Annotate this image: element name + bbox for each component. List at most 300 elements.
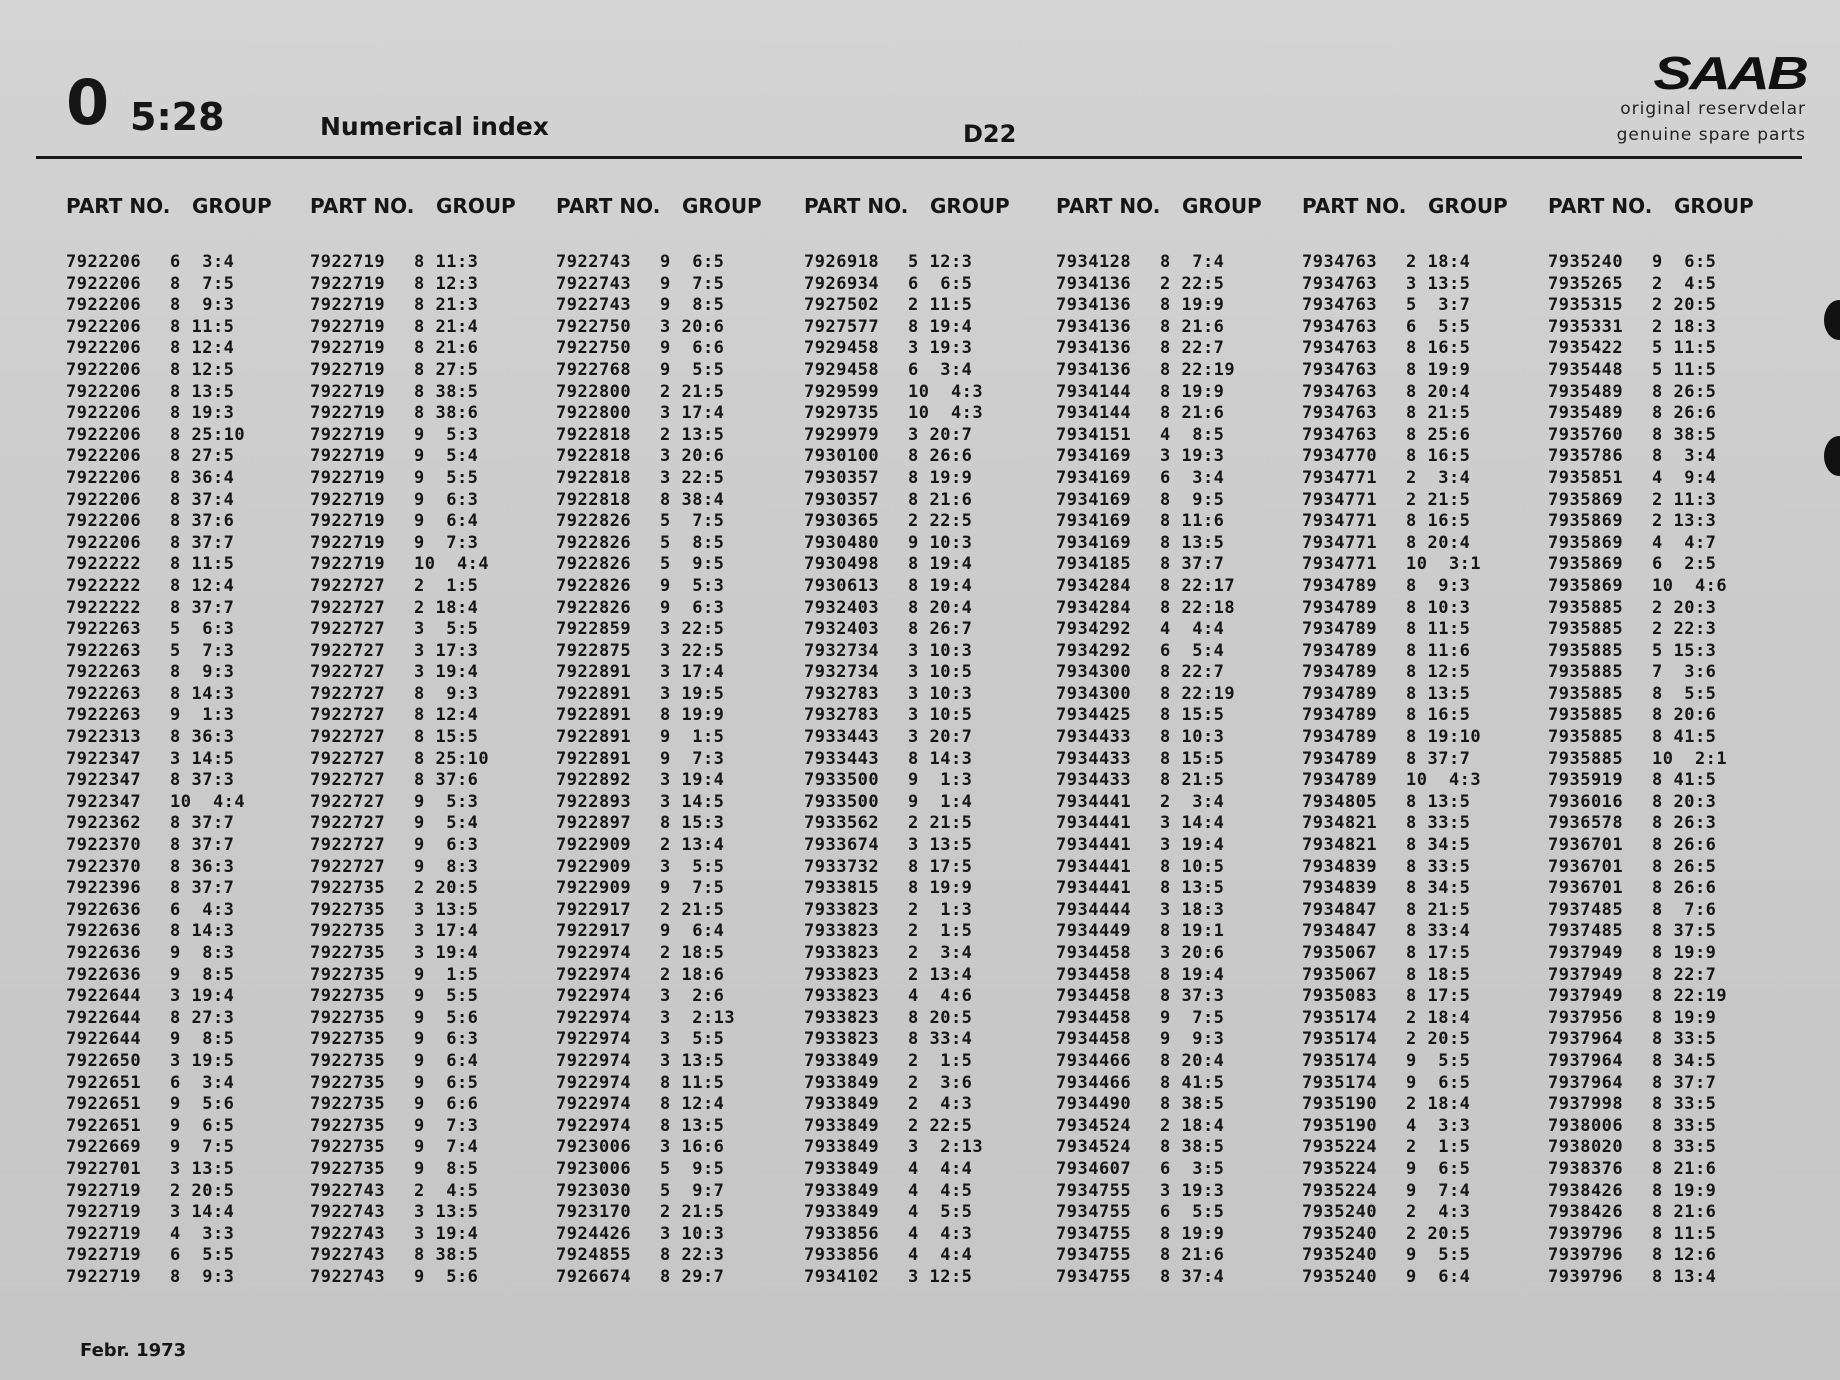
group-ref: 8 12:3 — [414, 273, 479, 294]
row-list — [804, 252, 1034, 1289]
table-row — [1056, 900, 1286, 922]
group-ref: 3 19:5 — [170, 1050, 235, 1071]
table-row — [1056, 1267, 1286, 1289]
part-number: 7937998 — [1548, 1094, 1624, 1115]
part-number: 7934763 — [1302, 295, 1378, 316]
group-ref: 8 20:3 — [1652, 791, 1717, 812]
table-row — [1548, 295, 1778, 317]
table-row — [804, 857, 1034, 879]
group-ref: 10 2:1 — [1652, 748, 1728, 769]
table-row — [1302, 619, 1532, 641]
table-row — [1548, 921, 1778, 943]
group-ref: 8 14:3 — [908, 748, 973, 769]
part-number: 7935190 — [1302, 1094, 1378, 1115]
group-ref: 8 37:4 — [170, 489, 235, 510]
group-ref: 8 12:4 — [414, 705, 479, 726]
part-number: 7934433 — [1056, 748, 1132, 769]
part-number: 7922206 — [66, 511, 142, 532]
table-row — [66, 360, 296, 382]
table-row — [556, 857, 786, 879]
group-ref: 2 22:5 — [908, 1115, 973, 1136]
column-header — [804, 194, 1034, 230]
group-ref: 9 5:6 — [414, 1266, 479, 1287]
table-row — [1056, 705, 1286, 727]
table-row — [310, 813, 540, 835]
table-row — [804, 425, 1034, 447]
group-ref: 3 2:6 — [660, 986, 725, 1007]
table-row — [1302, 727, 1532, 749]
group-ref: 8 15:5 — [1160, 748, 1225, 769]
section-number: 0 — [66, 66, 110, 139]
part-number: 7923006 — [556, 1137, 632, 1158]
table-row — [804, 317, 1034, 339]
group-ref: 6 5:5 — [1406, 316, 1471, 337]
table-row — [1548, 1159, 1778, 1181]
group-ref: 9 5:3 — [414, 791, 479, 812]
group-ref: 8 16:5 — [1406, 511, 1471, 532]
group-ref: 8 16:5 — [1406, 446, 1471, 467]
part-number: 7938020 — [1548, 1137, 1624, 1158]
group-ref: 8 36:4 — [170, 467, 235, 488]
column-header — [1548, 194, 1778, 230]
table-row — [556, 1029, 786, 1051]
group-ref: 2 18:4 — [1406, 252, 1471, 272]
part-number: 7922650 — [66, 1050, 142, 1071]
table-row — [1056, 1073, 1286, 1095]
table-row — [804, 446, 1034, 468]
group-ref: 8 38:5 — [1160, 1137, 1225, 1158]
part-number: 7922651 — [66, 1072, 142, 1093]
table-row — [1302, 749, 1532, 771]
part-number: 7935240 — [1302, 1202, 1378, 1223]
table-row — [66, 857, 296, 879]
part-number: 7935885 — [1548, 597, 1624, 618]
part-number: 7922727 — [310, 770, 386, 791]
part-number: 7922818 — [556, 446, 632, 467]
part-number: 7934839 — [1302, 856, 1378, 877]
part-number: 7922263 — [66, 662, 142, 683]
group-ref: 6 3:4 — [1160, 467, 1225, 488]
group-ref: 8 37:6 — [414, 770, 479, 791]
group-ref: 3 22:5 — [660, 619, 725, 640]
part-number: 7938006 — [1548, 1115, 1624, 1136]
part-number: 7927577 — [804, 316, 880, 337]
part-number: 7930100 — [804, 446, 880, 467]
part-number: 7934458 — [1056, 943, 1132, 963]
table-row — [1056, 598, 1286, 620]
part-number: 7922206 — [66, 252, 142, 272]
table-row — [556, 360, 786, 382]
part-number: 7922727 — [310, 705, 386, 726]
part-number: 7934458 — [1056, 1029, 1132, 1050]
group-ref: 9 8:3 — [170, 943, 235, 963]
table-row — [66, 1116, 296, 1138]
part-number: 7934763 — [1302, 273, 1378, 294]
group-ref: 9 6:6 — [414, 1094, 479, 1115]
group-ref: 2 11:5 — [908, 295, 973, 316]
group-ref: 4 5:5 — [908, 1202, 973, 1223]
table-row — [310, 1137, 540, 1159]
part-number: 7934755 — [1056, 1180, 1132, 1201]
table-row — [556, 641, 786, 663]
group-header: GROUP — [930, 194, 1010, 218]
group-ref: 8 20:4 — [1160, 1050, 1225, 1071]
group-ref: 8 20:6 — [1652, 705, 1717, 726]
part-number: 7933823 — [804, 986, 880, 1007]
part-number: 7932783 — [804, 683, 880, 704]
part-number: 7934144 — [1056, 403, 1132, 424]
group-ref: 8 15:5 — [414, 727, 479, 748]
table-row — [310, 533, 540, 555]
binder-hole — [1824, 300, 1840, 340]
group-ref: 9 6:4 — [1406, 1266, 1471, 1287]
table-row — [804, 770, 1034, 792]
table-row — [1548, 986, 1778, 1008]
group-ref: 3 13:5 — [170, 1158, 235, 1179]
part-number: 7922727 — [310, 597, 386, 618]
part-number: 7934433 — [1056, 727, 1132, 748]
group-ref: 3 14:4 — [1160, 813, 1225, 834]
part-number: 7922735 — [310, 1050, 386, 1071]
group-ref: 8 25:10 — [414, 748, 490, 769]
part-number: 7922909 — [556, 878, 632, 899]
part-number: 7933823 — [804, 964, 880, 985]
part-number: 7922735 — [310, 1029, 386, 1050]
part-number: 7922719 — [310, 424, 386, 445]
table-row — [556, 878, 786, 900]
table-row — [1056, 986, 1286, 1008]
table-row — [66, 1073, 296, 1095]
group-ref: 2 18:5 — [660, 943, 725, 963]
group-ref: 8 37:7 — [170, 878, 235, 899]
part-number: 7922347 — [66, 791, 142, 812]
table-row — [310, 274, 540, 296]
part-number: 7924426 — [556, 1223, 632, 1244]
table-row — [1056, 403, 1286, 425]
table-row — [556, 295, 786, 317]
table-row — [1548, 1245, 1778, 1267]
group-ref: 8 37:7 — [1160, 554, 1225, 575]
part-number: 7922735 — [310, 921, 386, 942]
table-row — [556, 1224, 786, 1246]
group-ref: 9 7:3 — [660, 748, 725, 769]
part-number: 7922909 — [556, 856, 632, 877]
part-number: 7935489 — [1548, 381, 1624, 402]
table-row — [1548, 1073, 1778, 1095]
part-number: 7922743 — [310, 1245, 386, 1266]
group-ref: 8 19:4 — [908, 554, 973, 575]
group-ref: 9 5:6 — [414, 1007, 479, 1028]
group-ref: 8 13:5 — [170, 381, 235, 402]
table-row — [804, 1029, 1034, 1051]
group-ref: 3 20:6 — [1160, 943, 1225, 963]
part-number: 7937949 — [1548, 986, 1624, 1007]
group-ref: 3 5:5 — [414, 619, 479, 640]
group-ref: 5 11:5 — [1652, 338, 1717, 359]
group-ref: 5 9:7 — [660, 1180, 725, 1201]
group-ref: 6 5:5 — [170, 1245, 235, 1266]
group-ref: 8 25:10 — [170, 424, 246, 445]
part-number: 7935869 — [1548, 489, 1624, 510]
part-number: 7922206 — [66, 316, 142, 337]
group-ref: 8 7:6 — [1652, 899, 1717, 920]
part-number: 7933562 — [804, 813, 880, 834]
part-number: 7922897 — [556, 813, 632, 834]
part-number: 7922719 — [66, 1180, 142, 1201]
group-ref: 8 37:7 — [1652, 1072, 1717, 1093]
part-number: 7934458 — [1056, 986, 1132, 1007]
group-ref: 8 27:5 — [414, 359, 479, 380]
table-row — [804, 662, 1034, 684]
group-ref: 2 1:5 — [1406, 1137, 1471, 1158]
group-ref: 8 33:5 — [1406, 856, 1471, 877]
part-number: 7934466 — [1056, 1050, 1132, 1071]
table-row — [1056, 468, 1286, 490]
part-number: 7934771 — [1302, 467, 1378, 488]
part-number: 7935190 — [1302, 1115, 1378, 1136]
table-row — [1548, 792, 1778, 814]
table-row — [66, 792, 296, 814]
group-ref: 5 7:5 — [660, 511, 725, 532]
part-number: 7922719 — [310, 554, 386, 575]
group-ref: 8 21:6 — [1160, 403, 1225, 424]
part-number: 7934102 — [804, 1266, 880, 1287]
part-number: 7934789 — [1302, 683, 1378, 704]
table-row — [1302, 835, 1532, 857]
part-number: 7934755 — [1056, 1202, 1132, 1223]
group-ref: 3 19:4 — [414, 1223, 479, 1244]
part-number: 7922719 — [310, 511, 386, 532]
table-row — [1548, 317, 1778, 339]
part-number: 7934444 — [1056, 899, 1132, 920]
part-number: 7922719 — [310, 403, 386, 424]
table-row — [1056, 662, 1286, 684]
table-row — [1302, 1159, 1532, 1181]
row-list — [310, 252, 540, 1289]
part-number: 7935869 — [1548, 554, 1624, 575]
part-number: 7922370 — [66, 835, 142, 856]
group-ref: 8 38:4 — [660, 489, 725, 510]
group-ref: 8 37:7 — [170, 835, 235, 856]
table-row — [1302, 684, 1532, 706]
part-number: 7935331 — [1548, 316, 1624, 337]
table-row — [1548, 598, 1778, 620]
group-ref: 9 10:3 — [908, 532, 973, 553]
table-row — [1548, 749, 1778, 771]
table-row — [310, 338, 540, 360]
table-row — [1548, 1029, 1778, 1051]
group-ref: 10 4:4 — [170, 791, 246, 812]
table-row — [310, 511, 540, 533]
group-ref: 8 3:4 — [1652, 446, 1717, 467]
part-number: 7922347 — [66, 748, 142, 769]
table-row — [310, 684, 540, 706]
table-row — [556, 554, 786, 576]
table-row — [66, 619, 296, 641]
part-number: 7933849 — [804, 1050, 880, 1071]
part-number: 7922719 — [310, 273, 386, 294]
group-ref: 8 41:5 — [1160, 1072, 1225, 1093]
part-number: 7930357 — [804, 489, 880, 510]
table-row — [66, 1094, 296, 1116]
part-number: 7922974 — [556, 1007, 632, 1028]
part-number: 7929735 — [804, 403, 880, 424]
group-ref: 8 17:5 — [908, 856, 973, 877]
part-number: 7922743 — [556, 273, 632, 294]
table-row — [556, 598, 786, 620]
part-number: 7934771 — [1302, 511, 1378, 532]
binder-hole — [1824, 436, 1840, 476]
group-ref: 8 33:5 — [1652, 1137, 1717, 1158]
part-number: 7922206 — [66, 467, 142, 488]
group-ref: 3 10:5 — [908, 662, 973, 683]
group-ref: 5 9:5 — [660, 1158, 725, 1179]
part-number: 7922222 — [66, 554, 142, 575]
table-row — [1056, 274, 1286, 296]
table-row — [310, 1202, 540, 1224]
part-number: 7922263 — [66, 619, 142, 640]
group-ref: 8 14:3 — [170, 683, 235, 704]
table-row — [1548, 252, 1778, 274]
table-row — [66, 403, 296, 425]
group-ref: 2 18:6 — [660, 964, 725, 985]
table-row — [310, 749, 540, 771]
part-number: 7934524 — [1056, 1115, 1132, 1136]
group-ref: 8 22:19 — [1160, 683, 1236, 704]
table-row — [66, 425, 296, 447]
table-row — [1056, 554, 1286, 576]
table-row — [310, 900, 540, 922]
group-ref: 8 13:5 — [1406, 791, 1471, 812]
table-row — [804, 965, 1034, 987]
group-ref: 8 37:3 — [1160, 986, 1225, 1007]
group-ref: 8 22:19 — [1160, 359, 1236, 380]
table-row — [1302, 1094, 1532, 1116]
table-row — [1548, 857, 1778, 879]
part-number: 7922719 — [66, 1245, 142, 1266]
part-number: 7922719 — [310, 295, 386, 316]
group-ref: 8 21:6 — [414, 338, 479, 359]
table-row — [804, 835, 1034, 857]
table-row — [66, 943, 296, 965]
part-number: 7938376 — [1548, 1158, 1624, 1179]
group-ref: 6 3:4 — [170, 1072, 235, 1093]
table-row — [66, 1137, 296, 1159]
part-number: 7936578 — [1548, 813, 1624, 834]
part-number: 7922651 — [66, 1115, 142, 1136]
part-number: 7934789 — [1302, 770, 1378, 791]
table-row — [1056, 770, 1286, 792]
part-number: 7935240 — [1548, 252, 1624, 272]
group-ref: 3 5:5 — [660, 856, 725, 877]
table-row — [310, 446, 540, 468]
group-ref: 8 17:5 — [1406, 986, 1471, 1007]
table-row — [1056, 295, 1286, 317]
group-ref: 8 19:9 — [1652, 1007, 1717, 1028]
part-number: 7922206 — [66, 489, 142, 510]
group-ref: 9 6:4 — [414, 511, 479, 532]
group-ref: 8 22:7 — [1160, 338, 1225, 359]
group-ref: 8 10:3 — [1406, 597, 1471, 618]
group-ref: 9 1:5 — [660, 727, 725, 748]
part-number: 7934292 — [1056, 619, 1132, 640]
table-row — [1056, 1094, 1286, 1116]
group-ref: 8 34:5 — [1652, 1050, 1717, 1071]
table-row — [66, 446, 296, 468]
table-row — [1302, 317, 1532, 339]
group-ref: 9 8:5 — [660, 295, 725, 316]
group-ref: 8 13:5 — [660, 1115, 725, 1136]
part-number: 7935885 — [1548, 705, 1624, 726]
part-number: 7934169 — [1056, 511, 1132, 532]
group-ref: 2 3:4 — [908, 943, 973, 963]
group-ref: 2 21:5 — [908, 813, 973, 834]
table-row — [804, 684, 1034, 706]
group-ref: 8 38:6 — [414, 403, 479, 424]
group-ref: 8 19:1 — [1160, 921, 1225, 942]
group-ref: 8 11:6 — [1160, 511, 1225, 532]
part-number: 7934449 — [1056, 921, 1132, 942]
table-row — [310, 878, 540, 900]
table-row — [1302, 425, 1532, 447]
part-number: 7934755 — [1056, 1266, 1132, 1287]
part-number: 7922743 — [310, 1180, 386, 1201]
part-number: 7922636 — [66, 899, 142, 920]
group-ref: 8 15:3 — [660, 813, 725, 834]
part-no-header: PART NO. — [1056, 194, 1161, 218]
table-row — [556, 662, 786, 684]
part-number: 7936701 — [1548, 878, 1624, 899]
group-ref: 3 12:5 — [908, 1266, 973, 1287]
group-ref: 2 21:5 — [660, 899, 725, 920]
group-ref: 2 18:4 — [1160, 1115, 1225, 1136]
group-ref: 8 19:4 — [908, 575, 973, 596]
group-ref: 9 7:5 — [660, 878, 725, 899]
group-ref: 8 12:4 — [170, 338, 235, 359]
table-row — [310, 662, 540, 684]
group-ref: 8 19:4 — [1160, 964, 1225, 985]
group-ref: 6 3:4 — [908, 359, 973, 380]
group-ref: 9 1:3 — [908, 770, 973, 791]
part-number: 7922719 — [310, 359, 386, 380]
part-number: 7933856 — [804, 1223, 880, 1244]
part-number: 7935869 — [1548, 511, 1624, 532]
table-row — [1548, 338, 1778, 360]
table-row — [556, 943, 786, 965]
group-ref: 8 22:17 — [1160, 575, 1236, 596]
group-ref: 9 8:5 — [170, 1029, 235, 1050]
group-ref: 2 20:5 — [1406, 1223, 1471, 1244]
group-ref: 8 22:19 — [1652, 986, 1728, 1007]
part-number: 7922370 — [66, 856, 142, 877]
column-header — [66, 194, 296, 230]
part-number: 7922735 — [310, 986, 386, 1007]
part-number: 7935885 — [1548, 727, 1624, 748]
part-number: 7934763 — [1302, 338, 1378, 359]
table-row — [1548, 274, 1778, 296]
group-header: GROUP — [192, 194, 272, 218]
table-row — [556, 684, 786, 706]
part-number: 7922206 — [66, 381, 142, 402]
part-number: 7933823 — [804, 1007, 880, 1028]
table-row — [66, 274, 296, 296]
table-row — [1548, 943, 1778, 965]
table-row — [1302, 900, 1532, 922]
table-row — [804, 1073, 1034, 1095]
table-row — [804, 511, 1034, 533]
column-header — [1056, 194, 1286, 230]
group-ref: 8 41:5 — [1652, 770, 1717, 791]
